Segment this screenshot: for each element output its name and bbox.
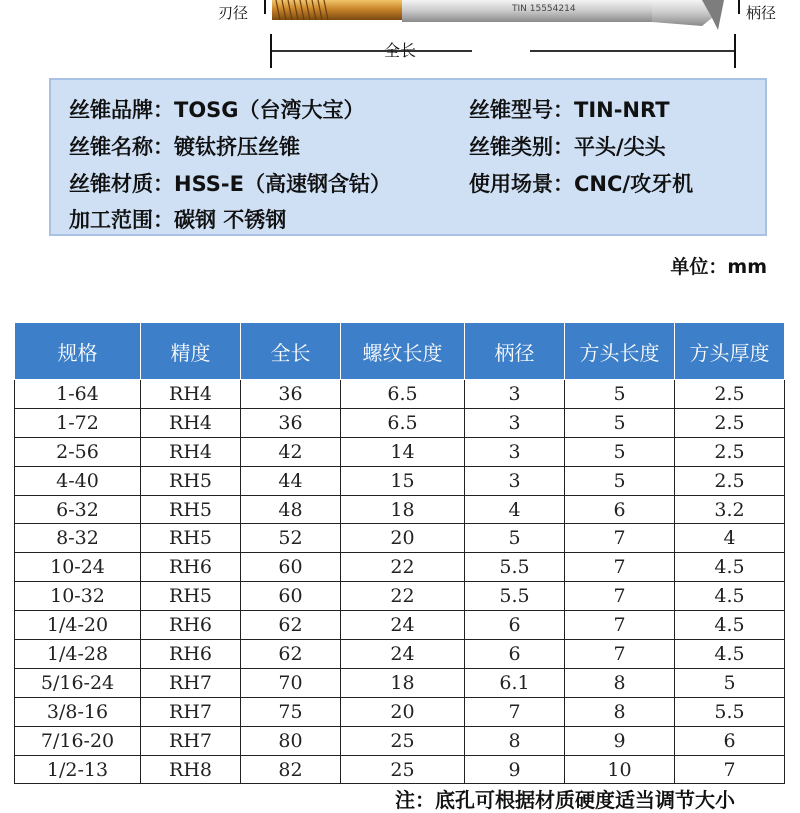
- table-row: [15, 726, 785, 755]
- material-value: HSS-E（高速钢含钴）: [174, 172, 391, 196]
- table-cell: 6-32: [15, 495, 141, 524]
- table-cell: 44: [241, 466, 341, 495]
- range-item: [69, 204, 286, 234]
- table-cell: 9: [565, 726, 675, 755]
- table-cell: 1-64: [15, 380, 141, 409]
- table-cell: RH7: [141, 726, 241, 755]
- edge-diameter-label: 刃径: [218, 4, 249, 22]
- table-cell: RH6: [141, 553, 241, 582]
- table-header-row: [15, 323, 785, 380]
- header-shank-diameter: 柄径: [465, 323, 565, 380]
- table-cell: 80: [241, 726, 341, 755]
- table-cell: 5: [565, 466, 675, 495]
- table-cell: RH5: [141, 495, 241, 524]
- table-row: [15, 495, 785, 524]
- table-cell: 10: [565, 755, 675, 784]
- table-row: [15, 668, 785, 697]
- table-cell: 2.5: [675, 466, 785, 495]
- table-cell: RH6: [141, 611, 241, 640]
- table-cell: 5: [565, 437, 675, 466]
- table-cell: 24: [341, 640, 465, 669]
- table-cell: 5: [565, 380, 675, 409]
- edge-marker-line: [264, 0, 266, 14]
- table-cell: 2.5: [675, 408, 785, 437]
- table-cell: 4.5: [675, 582, 785, 611]
- range-value: 碳钢 不锈钢: [174, 208, 287, 232]
- brand-label: 丝锥品牌：: [69, 98, 174, 122]
- table-cell: 10-32: [15, 582, 141, 611]
- table-cell: 1/2-13: [15, 755, 141, 784]
- table-cell: 5.5: [465, 553, 565, 582]
- header-total-length: 全长: [241, 323, 341, 380]
- table-cell: 10-24: [15, 553, 141, 582]
- category-item: [469, 131, 666, 161]
- table-cell: 6: [565, 495, 675, 524]
- category-value: 平头/尖头: [574, 135, 666, 159]
- table-cell: RH6: [141, 640, 241, 669]
- table-cell: RH4: [141, 408, 241, 437]
- usage-value: CNC/攻牙机: [574, 172, 694, 196]
- usage-item: [469, 168, 693, 198]
- table-cell: 5: [565, 408, 675, 437]
- material-label: 丝锥材质：: [69, 172, 174, 196]
- table-cell: 4: [465, 495, 565, 524]
- table-cell: 6: [465, 611, 565, 640]
- brand-value: TOSG（台湾大宝）: [174, 98, 365, 122]
- table-cell: 82: [241, 755, 341, 784]
- table-cell: RH7: [141, 668, 241, 697]
- table-cell: 48: [241, 495, 341, 524]
- table-cell: 1-72: [15, 408, 141, 437]
- header-precision: 精度: [141, 323, 241, 380]
- table-cell: 6: [675, 726, 785, 755]
- model-value: TIN-NRT: [574, 98, 670, 122]
- table-cell: RH5: [141, 524, 241, 553]
- range-label: 加工范围：: [69, 208, 174, 232]
- product-info-box: [49, 78, 767, 236]
- table-cell: 7: [565, 611, 675, 640]
- table-row: [15, 611, 785, 640]
- table-cell: 4.5: [675, 553, 785, 582]
- table-body: [15, 380, 785, 784]
- category-label: 丝锥类别：: [469, 135, 574, 159]
- model-item: [469, 94, 670, 124]
- table-cell: 22: [341, 553, 465, 582]
- table-cell: 7: [675, 755, 785, 784]
- header-square-length: 方头长度: [565, 323, 675, 380]
- table-cell: 8-32: [15, 524, 141, 553]
- total-length-label: 全长: [383, 41, 416, 60]
- table-cell: 7: [565, 582, 675, 611]
- material-item: [69, 168, 391, 198]
- name-item: [69, 131, 300, 161]
- table-cell: 4-40: [15, 466, 141, 495]
- table-row: [15, 697, 785, 726]
- table-cell: 2-56: [15, 437, 141, 466]
- table-row: [15, 553, 785, 582]
- spec-table: [14, 322, 785, 784]
- table-cell: 3: [465, 466, 565, 495]
- table-cell: 9: [465, 755, 565, 784]
- header-square-thickness: 方头厚度: [675, 323, 785, 380]
- table-cell: 8: [565, 697, 675, 726]
- name-label: 丝锥名称：: [69, 135, 174, 159]
- table-cell: 4.5: [675, 640, 785, 669]
- table-cell: 8: [465, 726, 565, 755]
- table-cell: 20: [341, 524, 465, 553]
- table-cell: 8: [565, 668, 675, 697]
- table-cell: 5: [465, 524, 565, 553]
- table-cell: RH5: [141, 582, 241, 611]
- table-row: [15, 640, 785, 669]
- table-cell: 36: [241, 408, 341, 437]
- shank-marker-line: [738, 0, 740, 14]
- table-cell: 18: [341, 495, 465, 524]
- table-cell: RH7: [141, 697, 241, 726]
- table-row: [15, 437, 785, 466]
- table-cell: 75: [241, 697, 341, 726]
- table-cell: 14: [341, 437, 465, 466]
- table-cell: 6.5: [341, 408, 465, 437]
- table-cell: 7: [565, 524, 675, 553]
- footnote: 注：底孔可根据材质硬度适当调节大小: [395, 788, 735, 812]
- table-cell: 3: [465, 408, 565, 437]
- table-cell: 60: [241, 553, 341, 582]
- header-spec: 规格: [15, 323, 141, 380]
- tap-diagram: [0, 0, 800, 70]
- table-cell: 2.5: [675, 437, 785, 466]
- table-cell: 4: [675, 524, 785, 553]
- table-cell: 24: [341, 611, 465, 640]
- shank-diameter-label: 柄径: [746, 4, 777, 22]
- table-cell: 70: [241, 668, 341, 697]
- table-cell: 22: [341, 582, 465, 611]
- brand-item: [69, 94, 365, 124]
- table-cell: 36: [241, 380, 341, 409]
- table-cell: 3: [465, 380, 565, 409]
- table-cell: 7: [565, 553, 675, 582]
- table-cell: RH8: [141, 755, 241, 784]
- table-cell: 62: [241, 640, 341, 669]
- table-cell: 15: [341, 466, 465, 495]
- table-row: [15, 755, 785, 784]
- table-cell: 6: [465, 640, 565, 669]
- tap-engraving: TIN 15554214: [512, 4, 576, 14]
- table-cell: 6.1: [465, 668, 565, 697]
- table-cell: RH5: [141, 466, 241, 495]
- table-cell: 7: [465, 697, 565, 726]
- table-cell: 18: [341, 668, 465, 697]
- table-row: [15, 408, 785, 437]
- tap-image: [272, 0, 732, 34]
- usage-label: 使用场景：: [469, 172, 574, 196]
- table-cell: 1/4-20: [15, 611, 141, 640]
- table-cell: 52: [241, 524, 341, 553]
- table-cell: 5: [675, 668, 785, 697]
- table-cell: RH4: [141, 380, 241, 409]
- table-cell: 5/16-24: [15, 668, 141, 697]
- table-cell: 25: [341, 726, 465, 755]
- table-cell: RH4: [141, 437, 241, 466]
- table-row: [15, 466, 785, 495]
- table-cell: 4.5: [675, 611, 785, 640]
- name-value: 镀钛挤压丝锥: [174, 135, 300, 159]
- table-cell: 6.5: [341, 380, 465, 409]
- table-cell: 20: [341, 697, 465, 726]
- table-cell: 3/8-16: [15, 697, 141, 726]
- table-row: [15, 524, 785, 553]
- table-cell: 42: [241, 437, 341, 466]
- table-cell: 5.5: [465, 582, 565, 611]
- table-cell: 2.5: [675, 380, 785, 409]
- table-cell: 25: [341, 755, 465, 784]
- table-cell: 3.2: [675, 495, 785, 524]
- unit-note: 单位：mm: [670, 256, 767, 278]
- table-cell: 1/4-28: [15, 640, 141, 669]
- table-row: [15, 380, 785, 409]
- table-cell: 7/16-20: [15, 726, 141, 755]
- table-row: [15, 582, 785, 611]
- table-cell: 3: [465, 437, 565, 466]
- table-cell: 5.5: [675, 697, 785, 726]
- table-cell: 60: [241, 582, 341, 611]
- table-cell: 62: [241, 611, 341, 640]
- header-thread-length: 螺纹长度: [341, 323, 465, 380]
- model-label: 丝锥型号：: [469, 98, 574, 122]
- table-cell: 7: [565, 640, 675, 669]
